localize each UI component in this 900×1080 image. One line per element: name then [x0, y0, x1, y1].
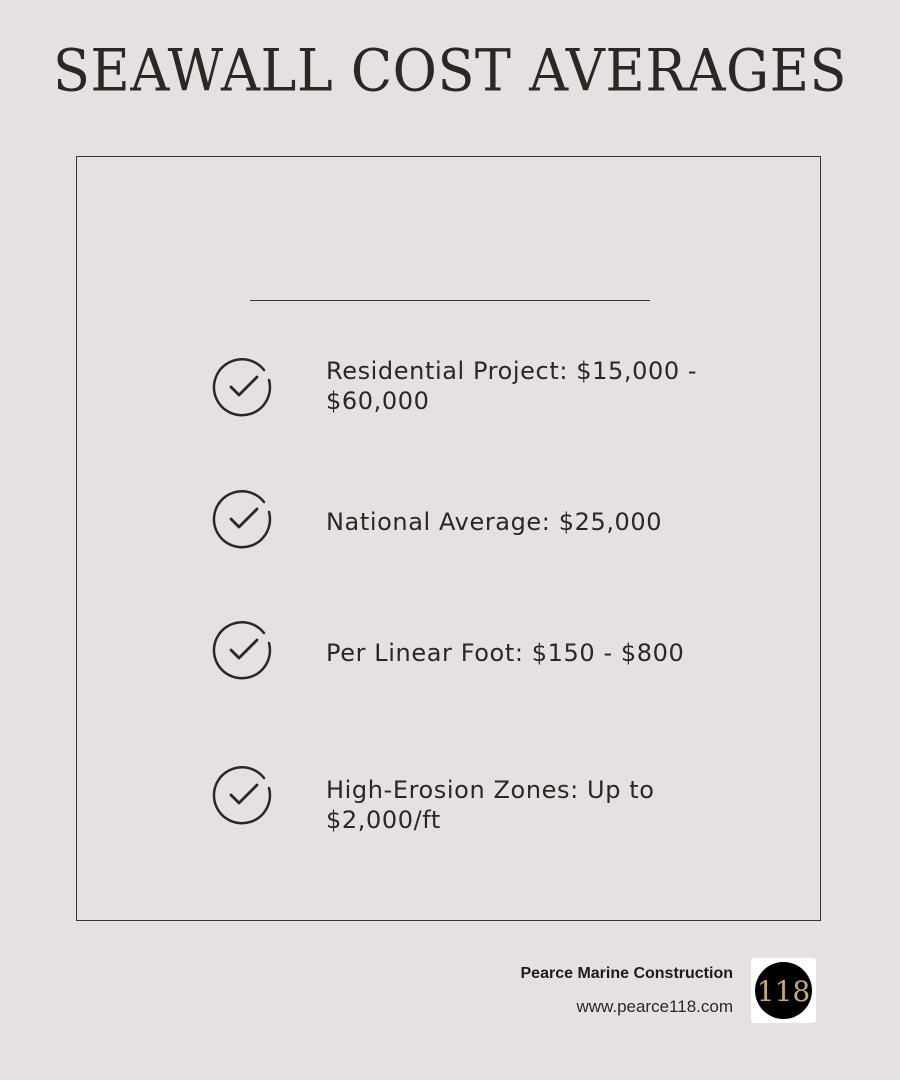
cost-item-label: National Average: $25,000	[326, 508, 663, 536]
check-circle-icon	[212, 488, 274, 550]
divider-line	[250, 300, 650, 301]
website-link[interactable]: www.pearce118.com	[576, 997, 733, 1016]
logo-badge-icon	[751, 958, 816, 1023]
cost-item-label: Residential Project: $15,000 - $60,000	[326, 357, 698, 415]
company-name: Pearce Marine Construction	[520, 965, 733, 982]
check-circle-icon	[212, 619, 274, 681]
cost-item-label: High-Erosion Zones: Up to $2,000/ft	[326, 776, 655, 834]
page-title: SEAWALL COST AVERAGES	[52, 36, 848, 105]
cost-item-label: Per Linear Foot: $150 - $800	[326, 639, 685, 667]
check-circle-icon	[212, 764, 274, 826]
company-logo	[751, 958, 816, 1023]
check-circle-icon	[212, 356, 274, 418]
logo-text: 118	[756, 975, 811, 1008]
